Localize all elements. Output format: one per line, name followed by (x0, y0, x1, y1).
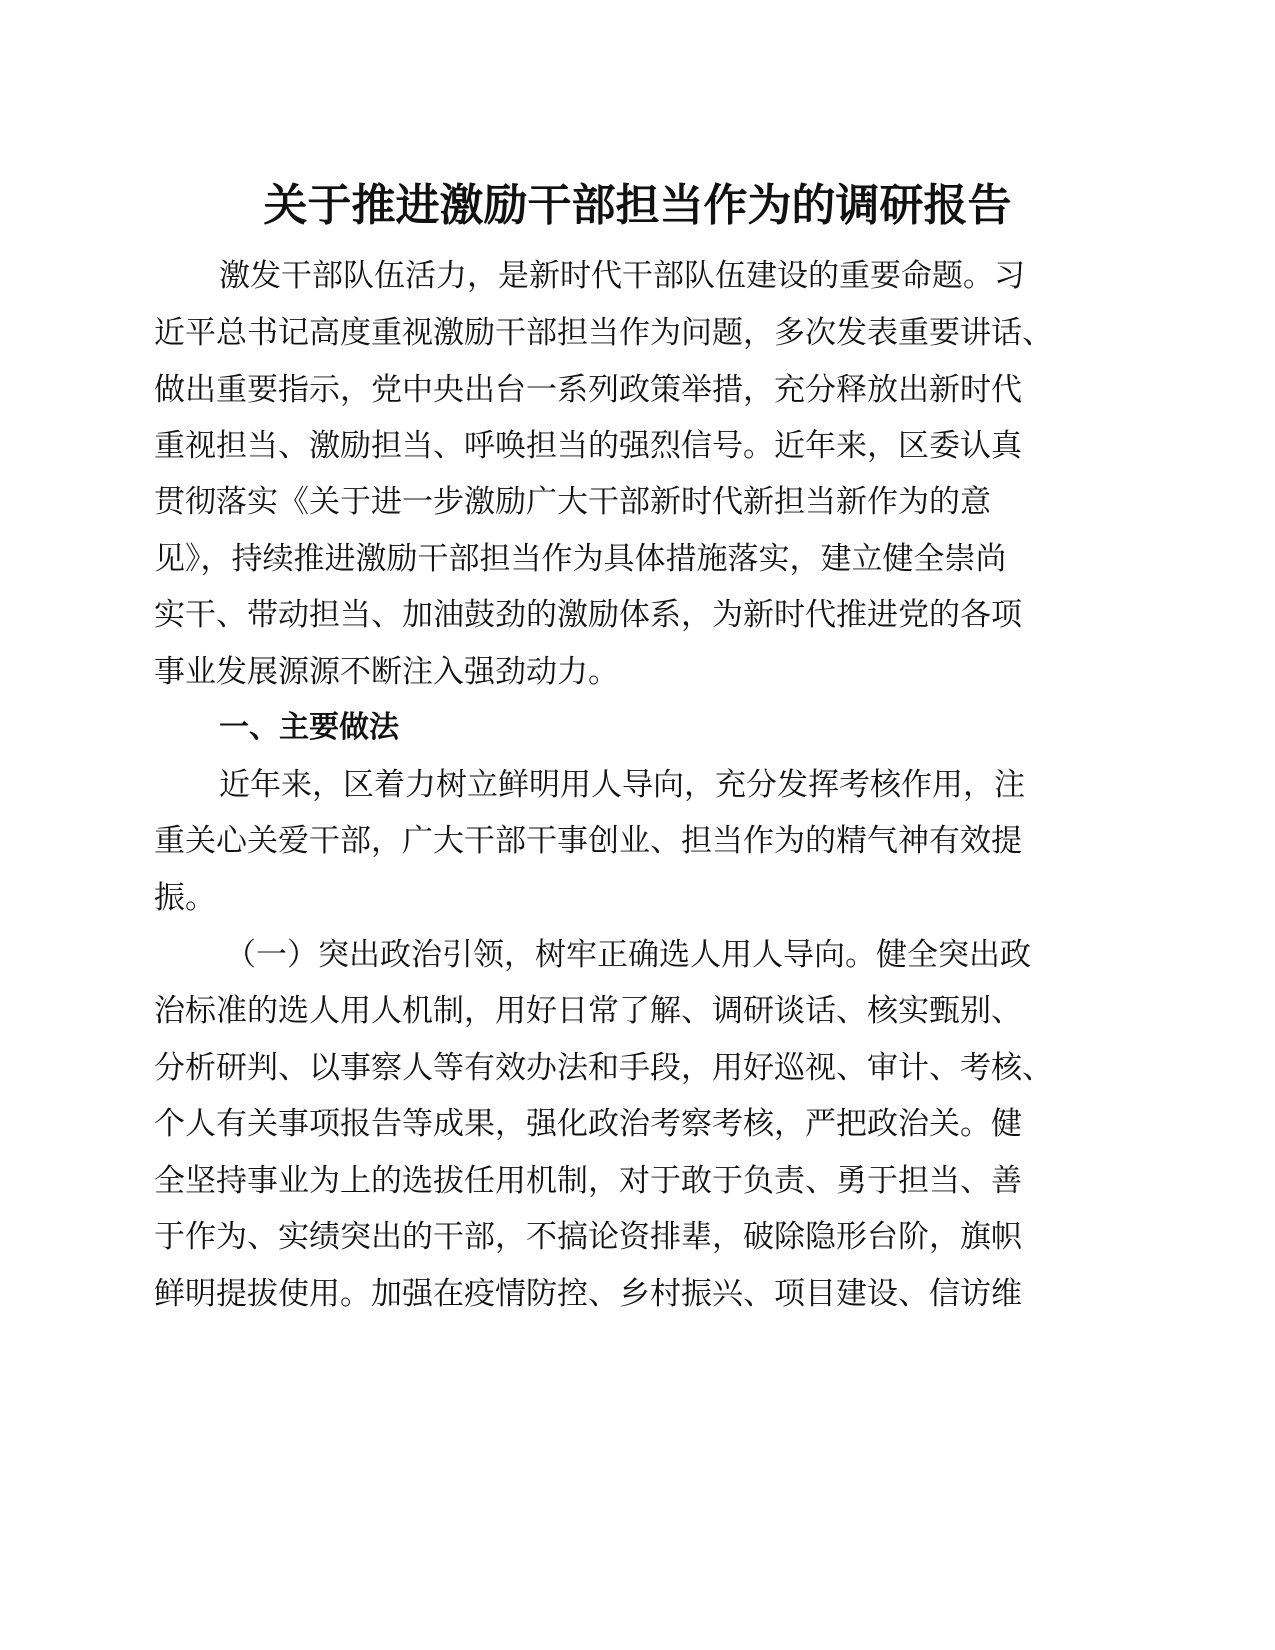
subsection-line: 分析研判、以事察人等有效办法和手段，用好巡视、审计、考核、 (154, 1050, 1053, 1086)
intro-line: 贯彻落实《关于进一步激励广大干部新时代新担当新作为的意 (154, 484, 991, 520)
intro-line: 实干、带动担当、加油鼓劲的激励体系，为新时代推进党的各项 (154, 597, 1022, 633)
intro-line: 见》，持续推进激励干部担当作为具体措施落实，建立健全崇尚 (154, 541, 1007, 577)
subsection-line: 治标准的选人用人机制，用好日常了解、调研谈话、核实甄别、 (154, 993, 1022, 1029)
section-heading: 一、主要做法 (219, 710, 399, 745)
intro-line: 事业发展源源不断注入强劲动力。 (154, 654, 619, 690)
subsection-line: 个人有关事项报告等成果，强化政治考察考核，严把政治关。健 (154, 1106, 1022, 1142)
section-line: 振。 (154, 880, 216, 916)
subsection-line: （一）突出政治引领，树牢正确选人用人导向。健全突出政 (225, 937, 1031, 973)
intro-line: 重视担当、激励担当、呼唤担当的强烈信号。近年来，区委认真 (154, 428, 1022, 464)
subsection-line: 鲜明提拔使用。加强在疫情防控、乡村振兴、项目建设、信访维 (154, 1276, 1022, 1312)
intro-line: 做出重要指示，党中央出台一系列政策举措，充分释放出新时代 (154, 372, 1022, 408)
section-line: 重关心关爱干部，广大干部干事创业、担当作为的精气神有效提 (154, 823, 1022, 859)
section-line: 近年来，区着力树立鲜明用人导向，充分发挥考核作用，注 (219, 767, 1025, 803)
subsection-line: 全坚持事业为上的选拔任用机制，对于敢于负责、勇于担当、善 (154, 1163, 1022, 1199)
document-title: 关于推进激励干部担当作为的调研报告 (263, 180, 1012, 231)
subsection-line: 于作为、实绩突出的干部，不搞论资排辈，破除隐形台阶，旗帜 (154, 1219, 1022, 1255)
intro-line: 近平总书记高度重视激励干部担当作为问题，多次发表重要讲话、 (154, 315, 1053, 351)
intro-line: 激发干部队伍活力，是新时代干部队伍建设的重要命题。习 (219, 258, 1025, 294)
